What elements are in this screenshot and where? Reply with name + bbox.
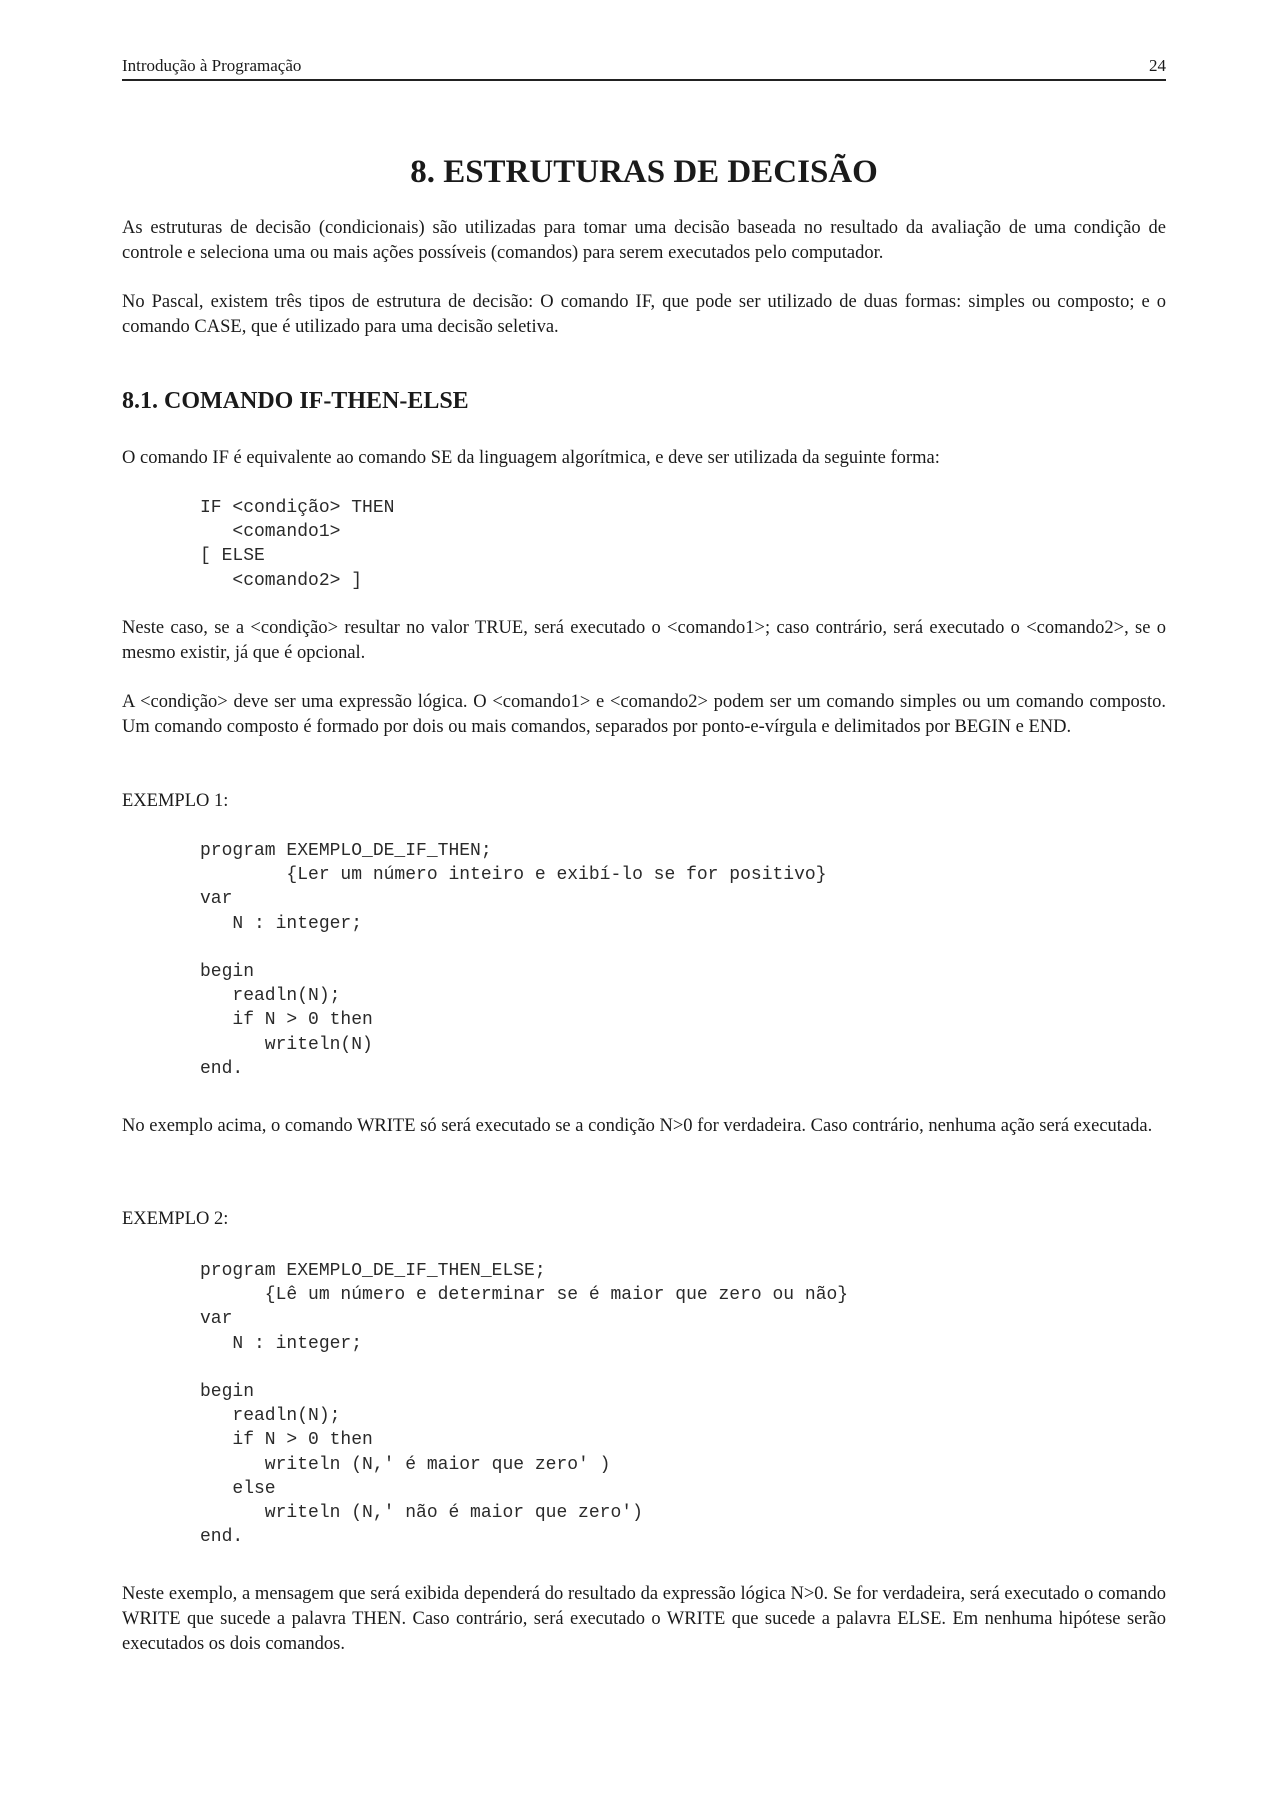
running-header: [122, 56, 1166, 81]
example-1-label: EXEMPLO 1:: [122, 791, 229, 811]
example-1-explanation: No exemplo acima, o comando WRITE só será executado se a condição N>0 for verdadeira. Caso contrário, nenhuma ação será executada.: [122, 1116, 1153, 1136]
section-paragraph-3: A <condição> deve ser uma expressão lógica. O <comando1> e <comando2> podem ser um comando simples ou um comando composto. Um comando composto é formado por dois ou mais comandos, separados por ponto-e-vírgula e delimitados por BEGIN e END.: [122, 692, 1166, 737]
example-2-explanation: Neste exemplo, a mensagem que será exibida dependerá do resultado da expressão lógica N>0. Se for verdadeira, será executado o comando WRITE que sucede a palavra THEN. Caso contrário, será executado o WRITE que sucede a palavra ELSE. Em nenhuma hipótese serão executados os dois comandos.: [122, 1584, 1166, 1654]
header-title: Introdução à Programação: [122, 56, 302, 75]
intro-paragraph-2: No Pascal, existem três tipos de estrutura de decisão: O comando IF, que pode ser utilizado de duas formas: simples ou composto; e o comando CASE, que é utilizado para uma decisão seletiva.: [122, 292, 1166, 337]
section-paragraph-2: Neste caso, se a <condição> resultar no valor TRUE, será executado o <comando1>; caso contrário, será executado o <comando2>, se o mesmo existir, já que é opcional.: [122, 618, 1166, 663]
chapter-title: 8. ESTRUTURAS DE DECISÃO: [410, 154, 878, 190]
example-2-label: EXEMPLO 2:: [122, 1209, 229, 1229]
syntax-code-block: IF <condição> THEN <comando1> [ ELSE <comando2> ]: [200, 498, 395, 591]
intro-paragraph-1: As estruturas de decisão (condicionais) são utilizadas para tomar uma decisão baseada no resultado da avaliação de uma condição de controle e seleciona uma ou mais ações possíveis (comandos) para serem executados pelo computador.: [122, 218, 1166, 263]
section-paragraph-1: O comando IF é equivalente ao comando SE da linguagem algorítmica, e deve ser utilizada da seguinte forma:: [122, 448, 940, 468]
document-page: [122, 56, 1166, 1654]
example-2-code-block: program EXEMPLO_DE_IF_THEN_ELSE; {Lê um número e determinar se é maior que zero ou não} var N : integer; begin readln(N); if N > 0 then writeln (N,' é maior que zero' ) else writeln (N,' não é maior que zero') end.: [200, 1261, 849, 1548]
example-1-code-block: program EXEMPLO_DE_IF_THEN; {Ler um número inteiro e exibí-lo se for positivo} var N : integer; begin readln(N); if N > 0 then writeln(N) end.: [200, 841, 827, 1079]
page-number: 24: [1149, 56, 1166, 75]
section-title: 8.1. COMANDO IF-THEN-ELSE: [122, 388, 469, 414]
